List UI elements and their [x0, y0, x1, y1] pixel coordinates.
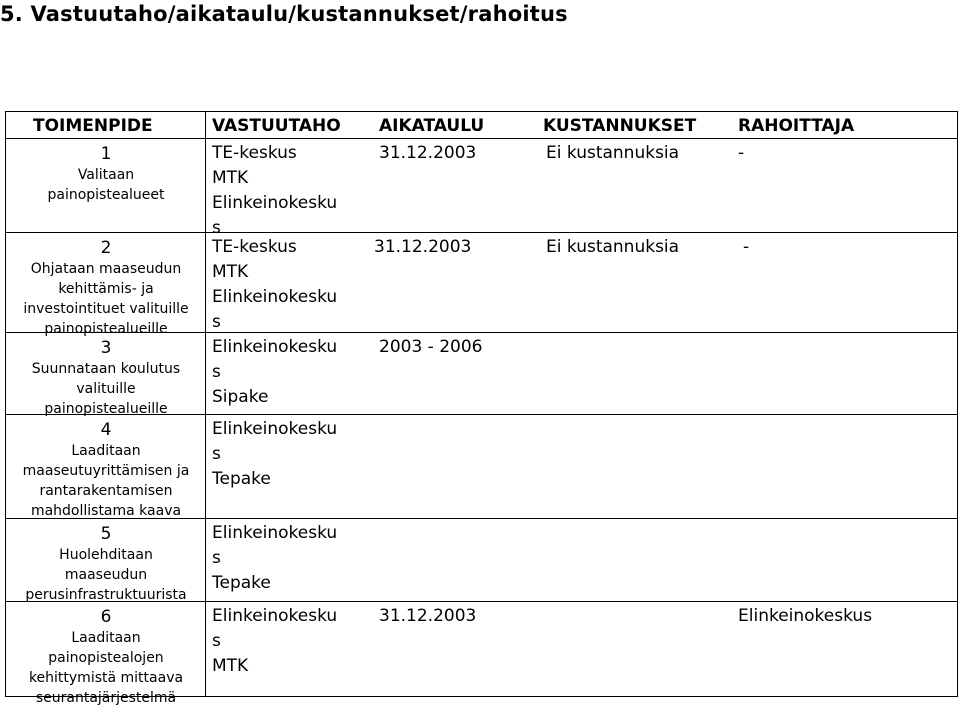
action-number: 2 [100, 238, 112, 258]
funder-cell: - [738, 143, 745, 163]
action-description: Huolehditaan maaseudun perusinfrastruktuurista [25, 547, 187, 603]
action-number: 1 [100, 144, 112, 164]
cost-cell: Ei kustannuksia [546, 237, 680, 257]
table-header-row [5, 111, 958, 139]
action-table [5, 111, 958, 706]
action-number: 4 [100, 420, 112, 440]
table-row [5, 415, 958, 519]
action-description: Ohjataan maaseudun kehittämis- ja investointituet valituille painopistealueille [23, 261, 189, 337]
table-row [5, 233, 958, 337]
schedule-cell: 31.12.2003 [379, 143, 477, 163]
table-row [5, 602, 958, 706]
action-cell [6, 143, 206, 205]
responsible-cell: TE-keskus MTK Elinkeinokesku s [212, 143, 338, 238]
responsible-cell: Elinkeinokesku s MTK [212, 606, 338, 676]
action-description: Suunnataan koulutus valituille painopistealueille [31, 361, 181, 417]
table-row [5, 519, 958, 602]
header-vastuutaho: VASTUUTAHO [212, 116, 341, 136]
action-cell [6, 337, 206, 419]
header-toimenpide: TOIMENPIDE [33, 116, 153, 136]
funder-cell: Elinkeinokeskus [738, 606, 873, 626]
action-cell [6, 523, 206, 605]
responsible-cell: Elinkeinokesku s Tepake [212, 523, 338, 593]
header-aikataulu: AIKATAULU [379, 116, 485, 136]
schedule-cell: 31.12.2003 [379, 606, 477, 626]
action-cell [6, 419, 206, 521]
schedule-cell: 2003 - 2006 [379, 337, 483, 357]
action-description: Laaditaan maaseutuyrittämisen ja rantarakentamisen mahdollistama kaava [22, 443, 190, 519]
cost-cell: Ei kustannuksia [546, 143, 680, 163]
schedule-cell: 31.12.2003 [374, 237, 472, 257]
table-row [5, 333, 958, 415]
action-cell [6, 606, 206, 708]
responsible-cell: TE-keskus MTK Elinkeinokesku s [212, 237, 338, 332]
action-description: Laaditaan painopistealojen kehittymistä mittaava seurantajärjestelmä [28, 630, 184, 706]
action-number: 5 [100, 524, 112, 544]
responsible-cell: Elinkeinokesku s Tepake [212, 419, 338, 489]
action-description: Valitaan painopistealueet [47, 167, 165, 203]
header-rahoittaja: RAHOITTAJA [738, 116, 855, 136]
responsible-cell: Elinkeinokesku s Sipake [212, 337, 338, 407]
table-row [5, 139, 958, 238]
action-cell [6, 237, 206, 339]
header-kustannukset: KUSTANNUKSET [543, 116, 697, 136]
funder-cell: - [743, 237, 750, 257]
action-number: 3 [100, 338, 112, 358]
action-number: 6 [100, 607, 112, 627]
section-heading: 5. Vastuutaho/aikataulu/kustannukset/rahoitus [0, 2, 568, 26]
